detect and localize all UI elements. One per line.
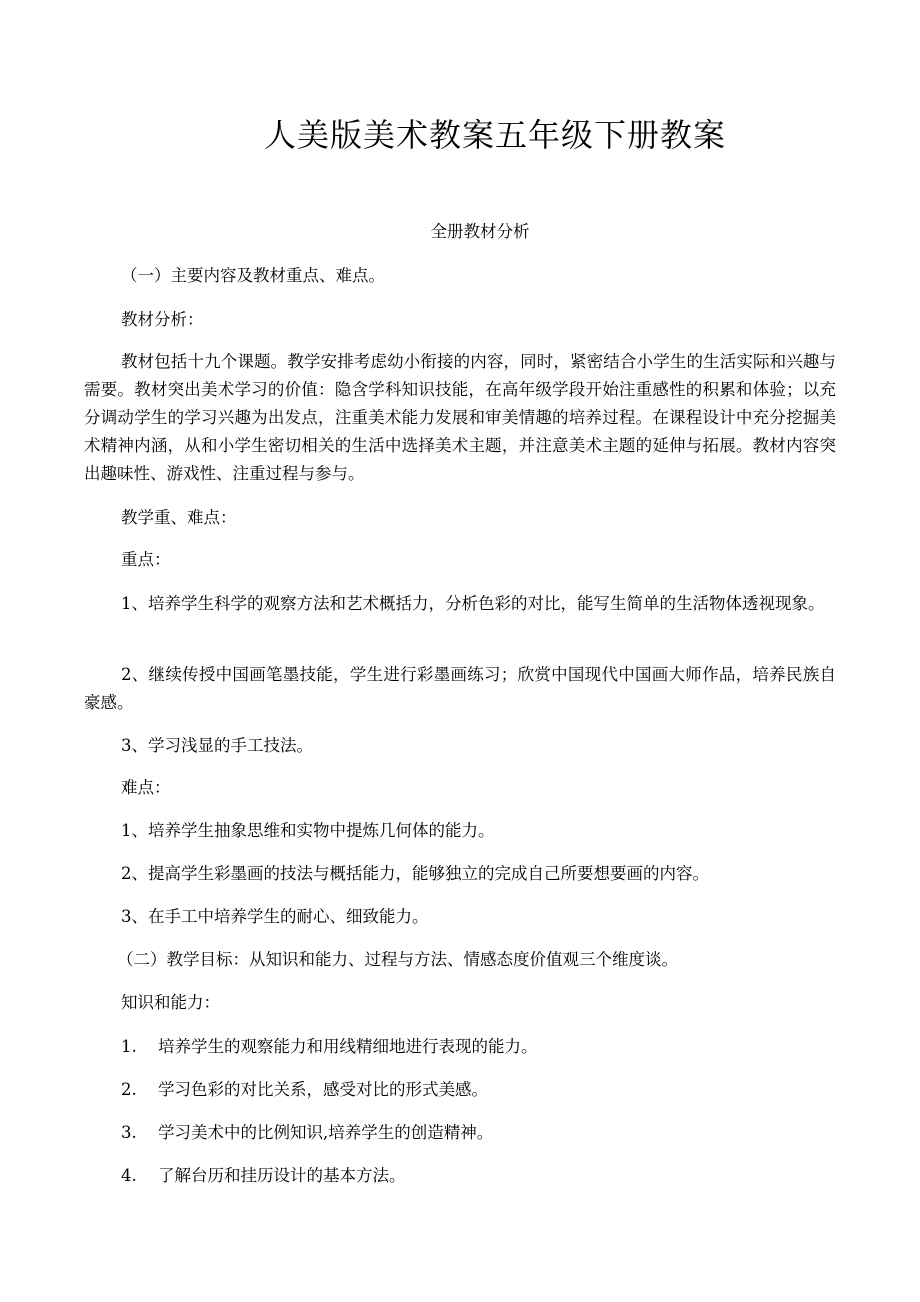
analysis-paragraph: 教材包括十九个课题。教学安排考虑幼小衔接的内容，同时，紧密结合小学生的生活实际和兴趣与需要。教材突出美术学习的价值：隐含学科知识技能，在高年级学段开始注重感性的积累和体验；以充分调动学生的学习兴趣为出发点，注重美术能力发展和审美情趣的培养过程。在课程设计中充分挖掘美术精神内涵，从和小学生密切相关的生活中选择美术主题，并注意美术主题的延伸与拓展。教材内容突出趣味性、游戏性、注重过程与参与。: [84, 352, 836, 483]
key-point-3: 3、学习浅显的手工技法。: [121, 736, 313, 755]
analysis-label: 教材分析：: [121, 310, 204, 329]
section-1-heading: （一）主要内容及教材重点、难点。: [121, 266, 385, 285]
knowledge-item-number: 2.: [121, 1080, 137, 1099]
difficult-point-1: 1、培养学生抽象思维和实物中提炼几何体的能力。: [121, 821, 495, 840]
document-title: 人美版美术教案五年级下册教案: [263, 116, 726, 154]
difficult-point-2: 2、提高学生彩墨画的技法与概括能力，能够独立的完成自己所要想要画的内容。: [121, 864, 709, 883]
knowledge-item-text: 了解台历和挂历设计的基本方法。: [158, 1166, 406, 1185]
difficult-points-label: 难点：: [121, 778, 171, 797]
difficult-point-3: 3、在手工中培养学生的耐心、细致能力。: [121, 907, 429, 926]
knowledge-item-4: [121, 1164, 406, 1188]
knowledge-item-3: [121, 1121, 493, 1145]
key-point-2: 2、继续传授中国画笔墨技能，学生进行彩墨画练习；欣赏中国现代中国画大师作品，培养民族自豪感。: [84, 665, 836, 712]
key-points-label: 重点：: [121, 550, 171, 569]
section-2-heading: （二）教学目标：从知识和能力、过程与方法、情感态度价值观三个维度谈。: [117, 950, 678, 969]
key-difficult-label: 教学重、难点：: [121, 508, 237, 527]
knowledge-item-number: 3.: [121, 1123, 137, 1142]
knowledge-item-1: [121, 1035, 538, 1059]
knowledge-item-text: 学习美术中的比例知识,培养学生的创造精神。: [158, 1123, 494, 1142]
knowledge-item-text: 学习色彩的对比关系，感受对比的形式美感。: [158, 1080, 488, 1099]
knowledge-item-2: [121, 1078, 488, 1102]
section-subtitle: 全册教材分析: [430, 222, 530, 241]
knowledge-item-text: 培养学生的观察能力和用线精细地进行表现的能力。: [158, 1037, 538, 1056]
knowledge-item-number: 1.: [121, 1037, 137, 1056]
knowledge-label: 知识和能力：: [121, 993, 220, 1012]
knowledge-item-number: 4.: [121, 1166, 137, 1185]
key-point-1: 1、培养学生科学的观察方法和艺术概括力，分析色彩的对比，能写生简单的生活物体透视现象。: [121, 594, 825, 613]
